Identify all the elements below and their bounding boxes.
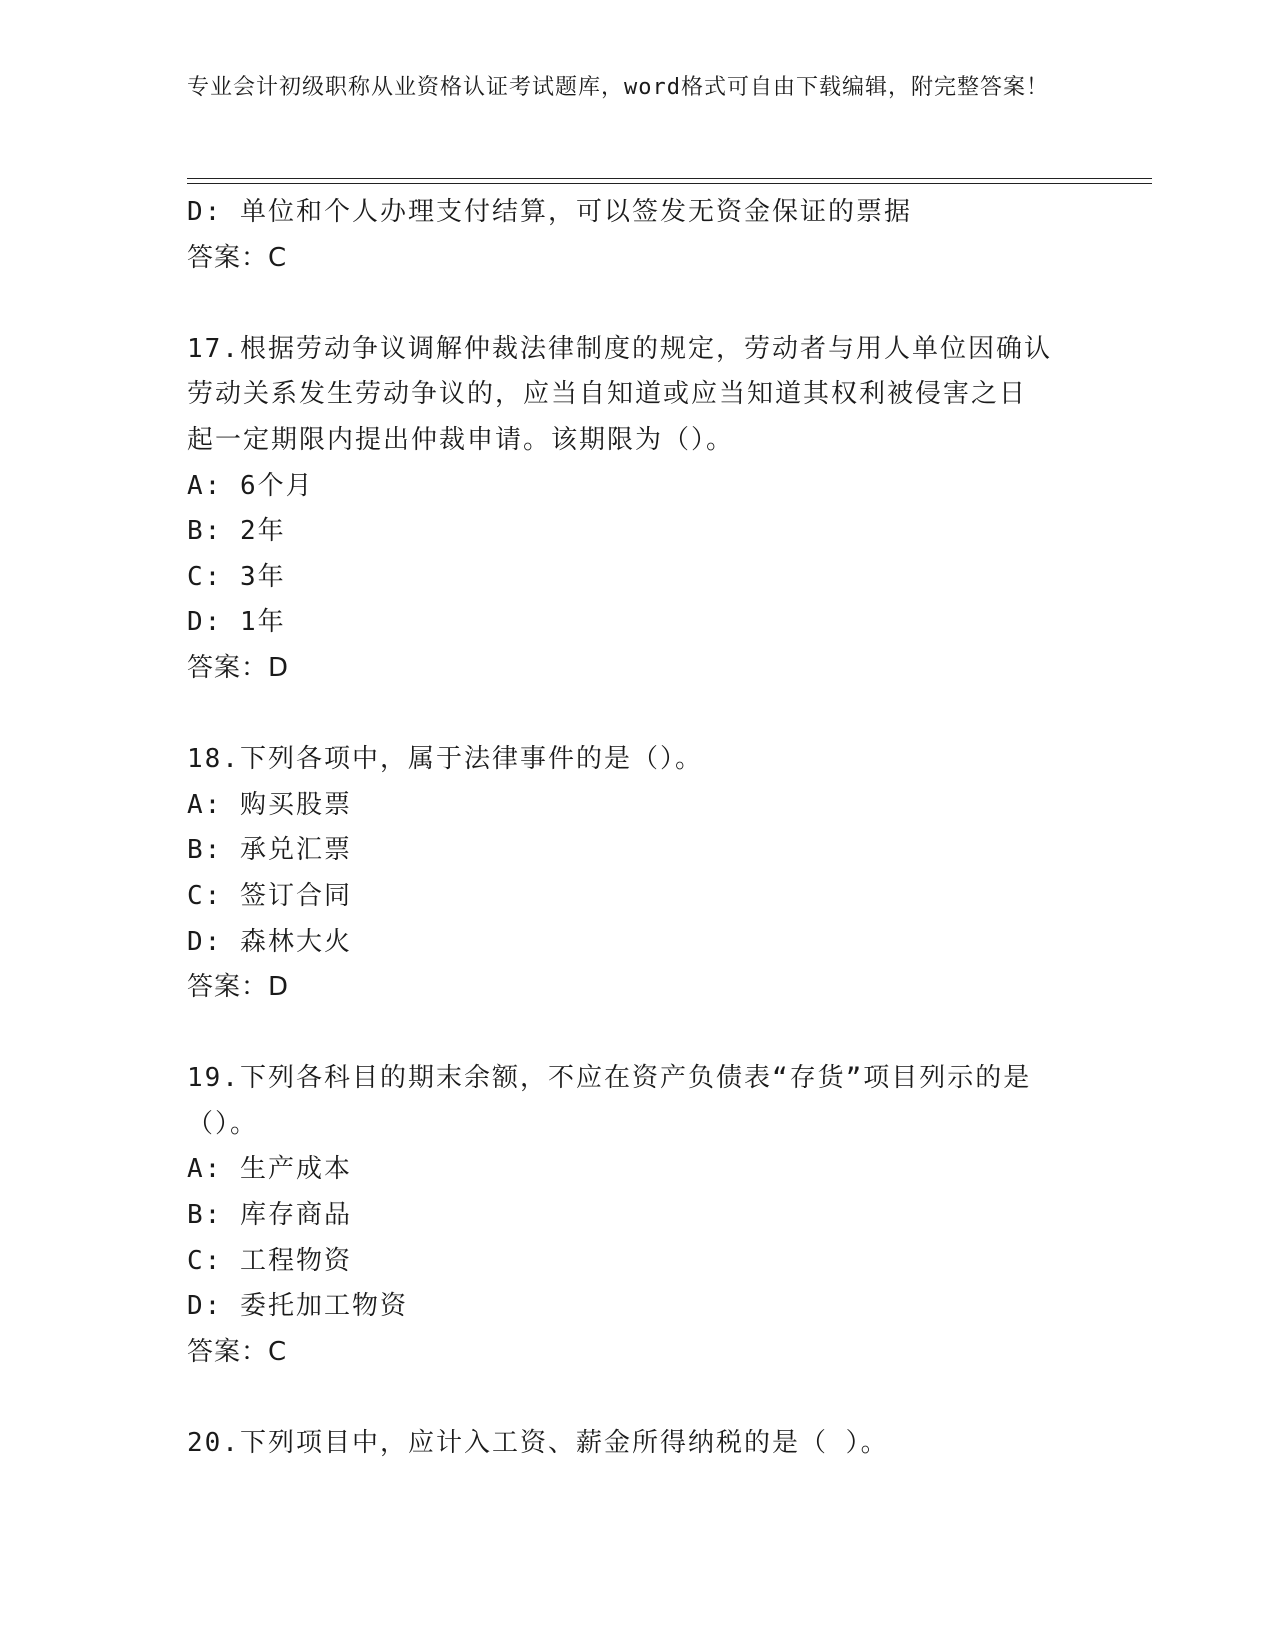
header-rule-top	[187, 178, 1152, 179]
option-d: D: 委托加工物资	[187, 1291, 408, 1322]
question-stem-line: 18.下列各项中，属于法律事件的是（）。	[187, 744, 703, 775]
option-b: B: 库存商品	[187, 1200, 352, 1231]
option-c: C: 3年	[187, 561, 286, 592]
answer: 答案：C	[187, 1336, 288, 1367]
question-17	[187, 327, 1087, 692]
spacer	[187, 1011, 1087, 1057]
question-stem-line: 19.下列各科目的期末余额，不应在资产负债表“存货”项目列示的是	[187, 1063, 1032, 1094]
header-rule-bottom	[187, 183, 1152, 184]
page-header: 专业会计初级职称从业资格认证考试题库，word格式可自由下载编辑，附完整答案！	[187, 75, 1049, 100]
document-body	[187, 190, 1087, 1467]
spacer	[187, 281, 1087, 327]
option-a: A: 生产成本	[187, 1154, 352, 1185]
option-a: A: 6个月	[187, 470, 314, 501]
option-a: A: 购买股票	[187, 789, 352, 820]
question-18	[187, 737, 1087, 1011]
answer: 答案：D	[187, 972, 290, 1003]
option-c: C: 签订合同	[187, 880, 352, 911]
question-stem-line: 20.下列项目中，应计入工资、薪金所得纳税的是（ ）。	[187, 1428, 889, 1459]
option-c: C: 工程物资	[187, 1245, 352, 1276]
prev-option-d: D: 单位和个人办理支付结算，可以签发无资金保证的票据	[187, 197, 912, 227]
option-d: D: 森林大火	[187, 926, 352, 957]
spacer	[187, 1375, 1087, 1421]
spacer	[187, 692, 1087, 738]
question-stem-line: 劳动关系发生劳动争议的，应当自知道或应当知道其权利被侵害之日	[187, 379, 1028, 410]
option-b: B: 2年	[187, 516, 286, 547]
prev-answer: 答案：C	[187, 242, 288, 273]
option-b: B: 承兑汇票	[187, 835, 352, 866]
option-d: D: 1年	[187, 607, 286, 638]
question-stem-line: （）。	[187, 1108, 259, 1139]
question-19	[187, 1056, 1087, 1375]
question-20	[187, 1421, 1087, 1467]
question-stem-line: 起一定期限内提出仲裁申请。该期限为（）。	[187, 424, 735, 455]
question-stem-line: 17.根据劳动争议调解仲裁法律制度的规定，劳动者与用人单位因确认	[187, 333, 1052, 364]
answer: 答案：D	[187, 652, 290, 683]
